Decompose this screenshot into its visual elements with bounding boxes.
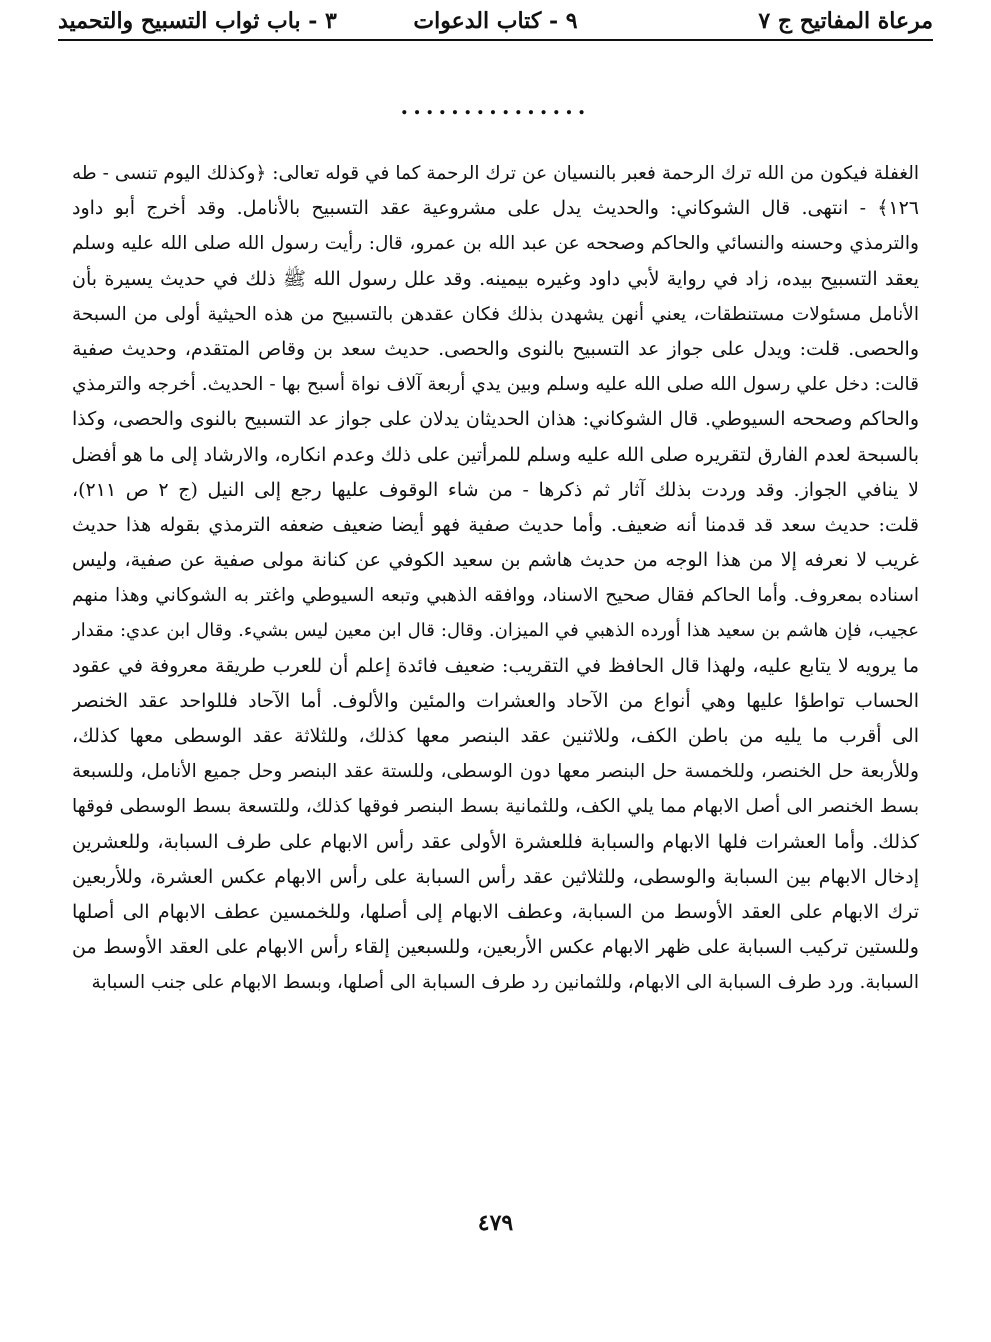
text-line: الأنامل مسئولات مستنطقات، يعني أنهن يشهدن بذلك فكان عقدهن بالتسبيح من هذه الحيثية أولى من السبحة (72, 303, 919, 325)
text-line: بسط الخنصر الى أصل الابهام مما يلي الكف، وللثمانية بسط البنصر فوقها كذلك، وللتسعة بسط الوسطى فوقها (72, 796, 919, 818)
text-line: عجيب، فإن هاشم بن سعيد هذا أورده الذهبي في الميزان. وقال: قال ابن معين ليس بشيء. وقال ابن عدي: مقدار (72, 620, 919, 642)
chapter-title: ٩ - كتاب الدعوات (413, 8, 578, 34)
text-line: قالت: دخل علي رسول الله صلى الله عليه وسلم وبين يدي أربعة آلاف نواة أسبح بها - الحديث. أخرجه والترمذي (72, 374, 919, 396)
text-line: كذلك. وأما العشرات فلها الابهام والسبابة فللعشرة الأولى عقد رأس الابهام على طرف السبابة، وللعشرين (72, 830, 919, 853)
text-line: إدخال الابهام بين السبابة والوسطى، وللثلاثين عقد رأس السبابة على رأس الابهام عكس العشرة، وللأربعين (72, 865, 919, 888)
text-line: لا ينافي الجواز. وقد وردت بذلك آثار ثم ذكرها - من شاء الوقوف عليها رجع إلى النيل (ج ٢ ص ٢١١)، (72, 478, 919, 501)
text-line: الى أقرب ما يليه من باطن الكف، وللاثنين عقد البنصر معها كذلك، وللثلاثة عقد الوسطى معها كذلك، (72, 725, 919, 747)
text-line: بالسبحة لعدم الفارق لتقريره صلى الله عليه وسلم للمرأتين على ذلك وعدم انكاره، والارشاد إلى ما هو أفضل (72, 443, 919, 466)
text-line: ما يرويه لا يتابع عليه، ولهذا قال الحافظ في التقريب: ضعيف فائدة إعلم أن للعرب طريقة معروفة في عقود (72, 654, 919, 677)
text-line: ١٢٦﴾ - انتهى. قال الشوكاني: والحديث يدل على مشروعية عقد التسبيح بالأنامل. وقد أخرج أبو داود (72, 197, 919, 220)
text-line: ترك الابهام على العقد الأوسط من السبابة، وعطف الابهام إلى أصلها، وللخمسين عطف الابهام الى أصلها (72, 900, 919, 923)
text-line: قلت: حديث سعد قد قدمنا أنه ضعيف. وأما حديث صفية فهو أيضا ضعيف ضعفه الترمذي بقوله هذا حديث (72, 513, 919, 536)
text-line: والحاكم وصححه السيوطي. قال الشوكاني: هذان الحديثان يدلان على جواز عد التسبيح بالنوى والحصى، وكذا (72, 408, 919, 431)
text-line: الحساب تواطؤا عليها وهي أنواع من الآحاد والعشرات والمئين والألوف. أما الآحاد فللواحد عقد الخنصر (72, 689, 919, 712)
text-line: والترمذي وحسنه والنسائي والحاكم وصححه عن عبد الله بن عمرو، قال: رأيت رسول الله صلى الله عليه وسلم (72, 233, 919, 255)
body-text (72, 156, 919, 1001)
text-line: وللأربعة حل الخنصر، وللخمسة حل البنصر معها دون الوسطى، وللستة عقد البنصر وحل جميع الأنامل، وللسبعة (72, 761, 919, 783)
text-line: السبابة. ورد طرف السبابة الى الابهام، وللثمانين رد طرف السبابة الى أصلها، وبسط الابهام على جنب السبابة (91, 972, 919, 994)
text-line: غريب لا نعرفه إلا من هذا الوجه من حديث هاشم بن سعيد الكوفي عن كنانة مولى صفية عن صفية، وليس (72, 549, 919, 572)
text-line: الغفلة فيكون من الله ترك الرحمة فعبر بالنسيان عن ترك الرحمة كما في قوله تعالى: ﴿وكذلك اليوم تنسى - طه (72, 163, 919, 184)
header-rule (58, 39, 933, 41)
text-line: يعقد التسبيح بيده، زاد في رواية لأبي داود وغيره بيمينه. وقد علل رسول الله ﷺ ذلك في حديث يسيرة بأن (72, 267, 919, 290)
running-header (58, 6, 933, 40)
dotted-separator: ............... (400, 94, 591, 120)
text-line: والحصى. قلت: ويدل على جواز عد التسبيح بالنوى والحصى. حديث سعد بن وقاص المتقدم، وحديث صفية (72, 337, 919, 360)
book-title-volume: مرعاة المفاتيح ج ٧ (758, 8, 933, 34)
text-line: اسناده بمعروف. وأما الحاكم فقال صحيح الاسناد، ووافقه الذهبي وتبعه السيوطي واغتر به الشوكاني وهذا منهم (72, 585, 919, 607)
text-line: وللستين تركيب السبابة على ظهر الابهام عكس الأربعين، وللسبعين إلقاء رأس الابهام على العقد الأوسط من (72, 936, 919, 959)
section-title: ٣ - باب ثواب التسبيح والتحميد (58, 8, 337, 34)
page-number: ٤٧٩ (477, 1210, 514, 1236)
